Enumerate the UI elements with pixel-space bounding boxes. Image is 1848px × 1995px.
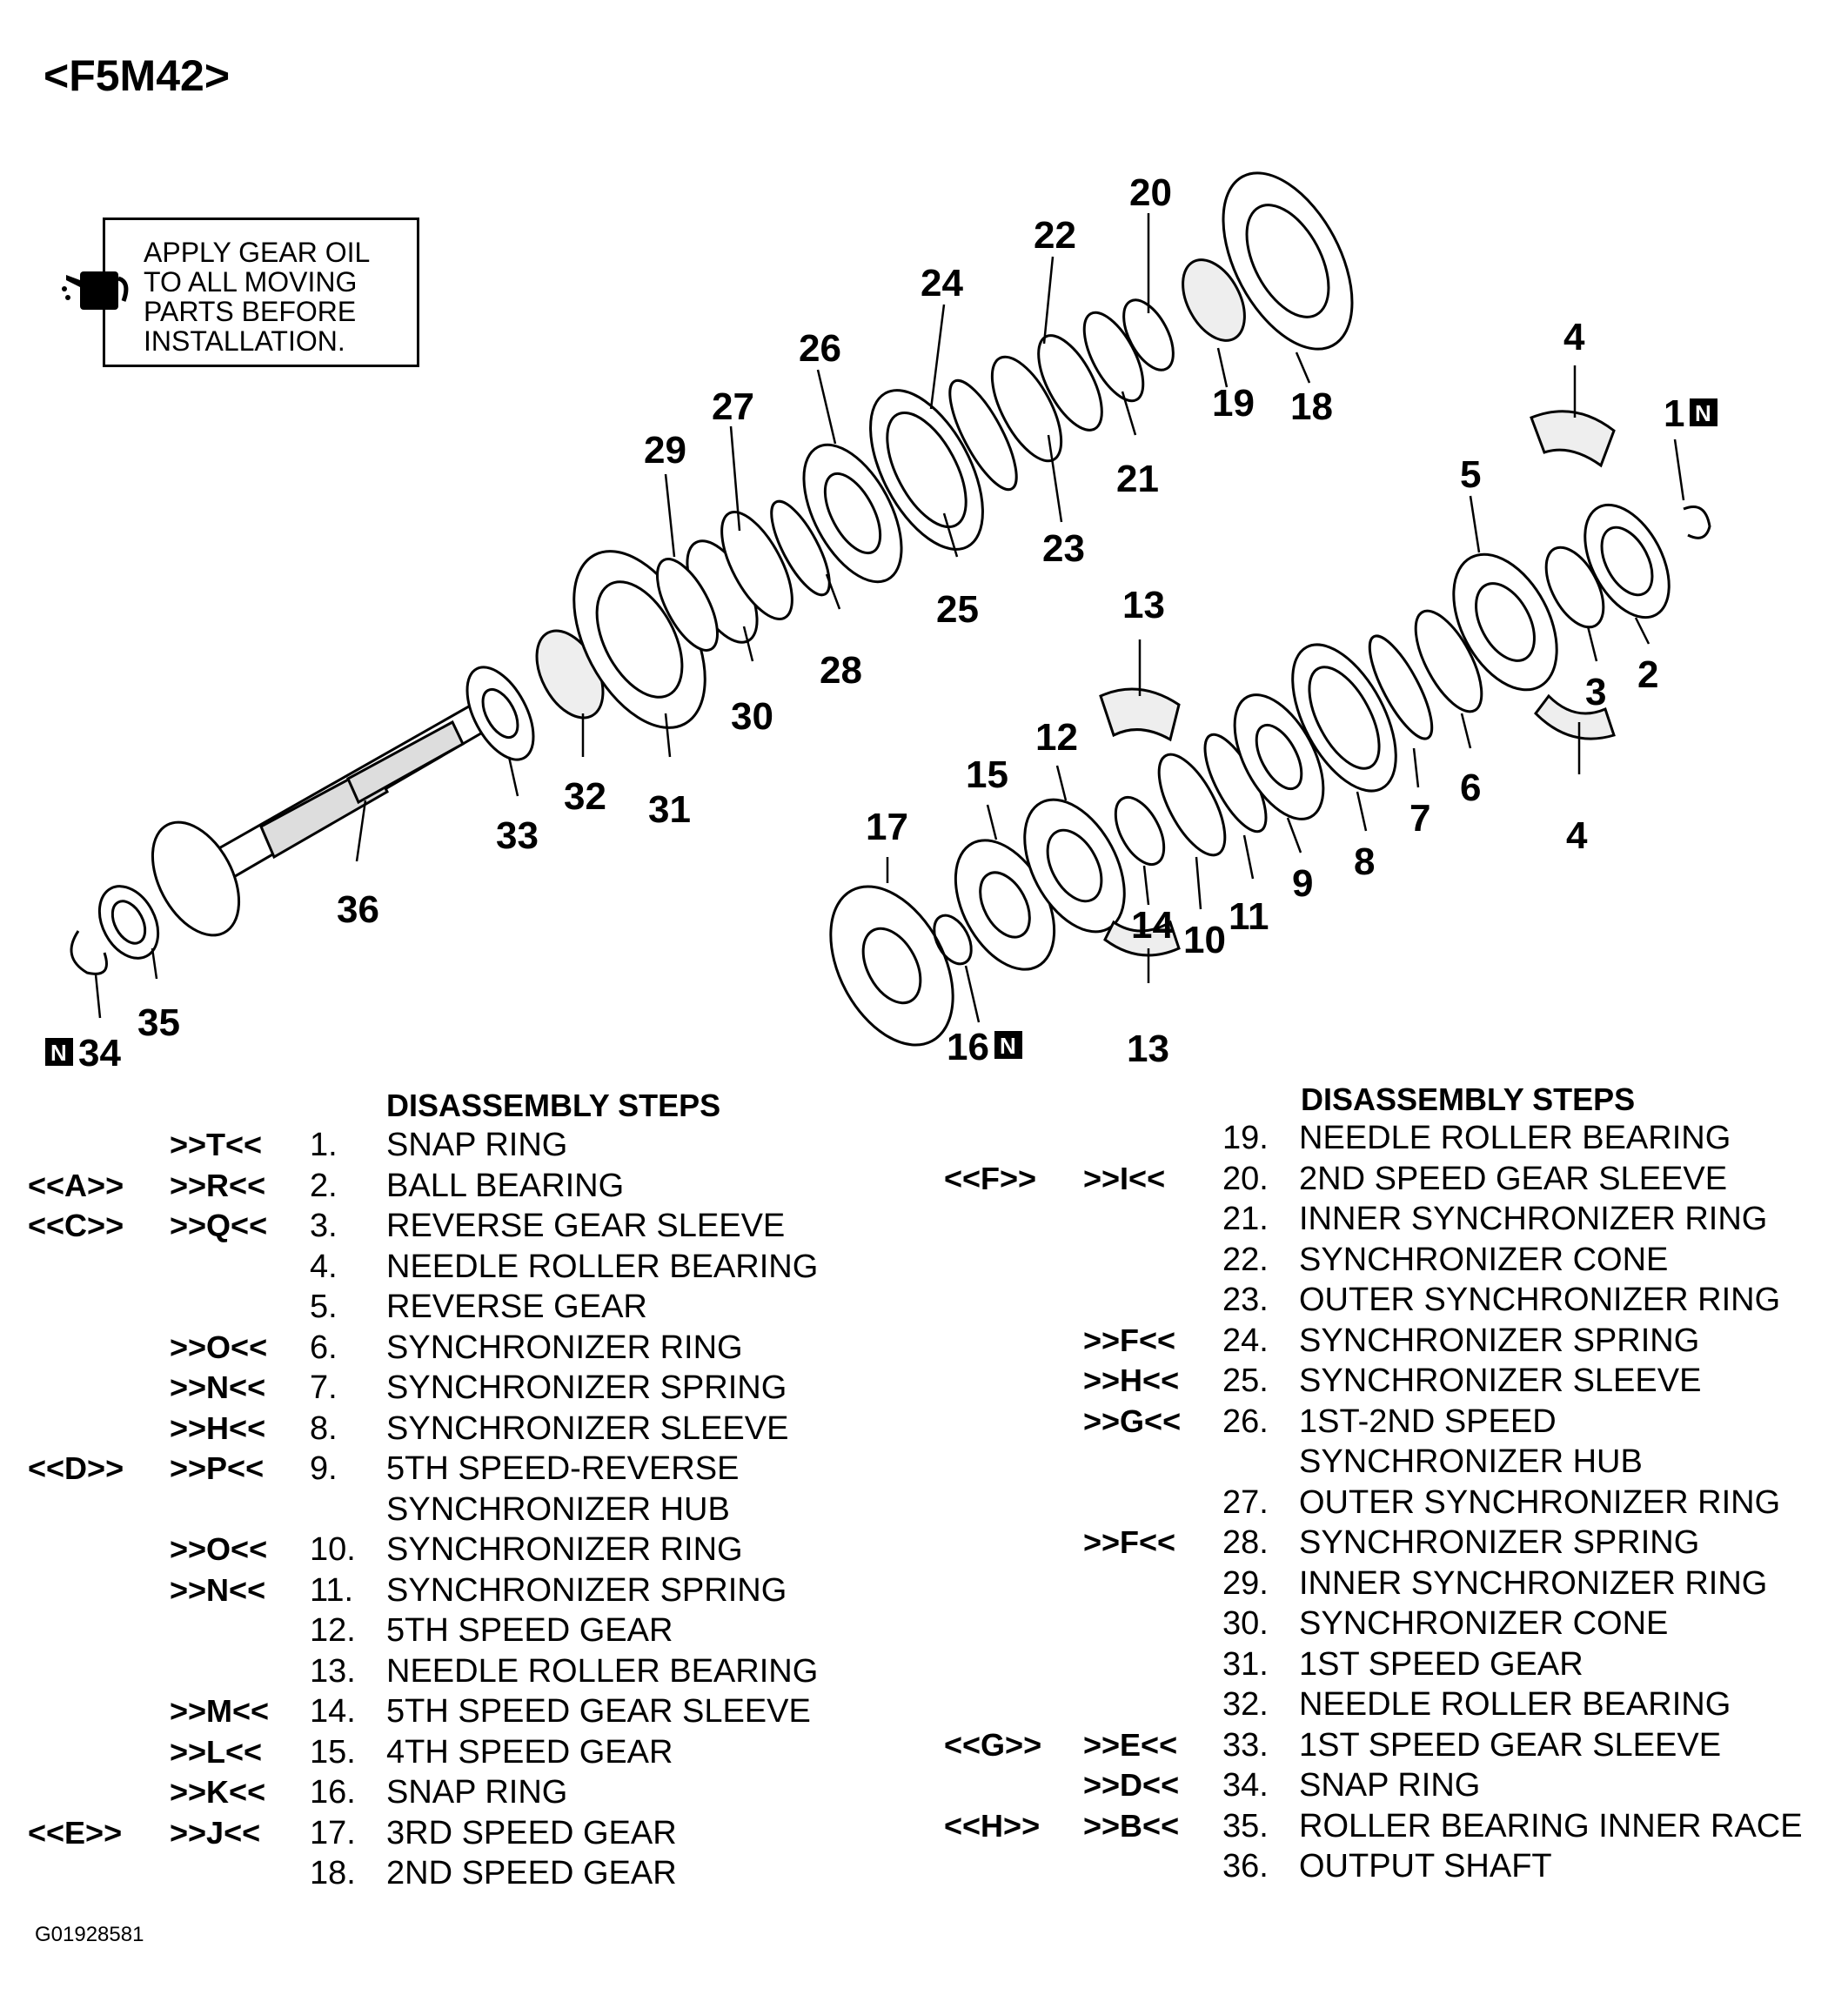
step-number: 14. — [310, 1693, 356, 1730]
part-name: INNER SYNCHRONIZER RING — [1299, 1564, 1768, 1602]
step-row — [0, 1361, 1848, 1401]
step-number: 15. — [310, 1733, 356, 1771]
step-row — [0, 1523, 1848, 1563]
part-name: REVERSE GEAR SLEEVE — [386, 1208, 786, 1244]
figure-code: G01928581 — [35, 1923, 144, 1946]
callout-35: 35 — [137, 1001, 180, 1044]
step-number: 36. — [1222, 1848, 1269, 1885]
part-name: NEEDLE ROLLER BEARING — [1299, 1120, 1731, 1156]
step-row — [0, 1483, 1848, 1523]
step-row — [0, 1765, 1848, 1805]
callout-34: 34 — [78, 1032, 121, 1074]
installation-mark: >>I<< — [1083, 1160, 1166, 1196]
callout-13a: 13 — [1122, 584, 1165, 626]
step-number: 33. — [1222, 1726, 1269, 1764]
step-row — [0, 1603, 1848, 1644]
part-name: SYNCHRONIZER RING — [386, 1329, 743, 1366]
installation-mark: >>K<< — [170, 1774, 266, 1810]
callout-4a: 4 — [1563, 316, 1585, 358]
note-line: APPLY GEAR OIL — [144, 237, 371, 268]
step-number: 12. — [310, 1612, 356, 1649]
callout-16: 16 — [947, 1026, 989, 1068]
installation-mark: >>R<< — [170, 1167, 266, 1203]
needle-bearing-13a — [1101, 689, 1179, 740]
step-row — [0, 1644, 1848, 1684]
installation-mark: >>T<< — [170, 1127, 263, 1162]
installation-mark: >>M<< — [170, 1693, 270, 1729]
part-name: SYNCHRONIZER SPRING — [386, 1571, 787, 1609]
step-number: 22. — [1222, 1241, 1269, 1278]
step-row — [0, 1846, 1848, 1886]
step-number: 29. — [1222, 1564, 1269, 1602]
step-number: 9. — [310, 1450, 338, 1487]
snap-ring-1 — [1684, 507, 1710, 539]
part-name: 1ST-2ND SPEED — [1299, 1403, 1557, 1440]
step-number: 5. — [310, 1289, 338, 1325]
step-number: 17. — [310, 1814, 356, 1851]
part-name: 4TH SPEED GEAR — [386, 1733, 673, 1771]
installation-mark: >>H<< — [170, 1409, 266, 1446]
installation-mark: >>P<< — [170, 1450, 264, 1486]
step-number: 19. — [1222, 1120, 1269, 1156]
installation-mark: >>H<< — [1083, 1362, 1180, 1398]
callout-20: 20 — [1129, 171, 1172, 214]
part-name: INNER SYNCHRONIZER RING — [1299, 1201, 1768, 1237]
callout-25: 25 — [936, 588, 979, 631]
step-row — [0, 1684, 1848, 1724]
callout-15: 15 — [966, 753, 1008, 796]
callout-6: 6 — [1460, 767, 1482, 809]
step-number: 10. — [310, 1531, 356, 1568]
part-name: SYNCHRONIZER HUB — [1299, 1443, 1643, 1480]
step-number: 25. — [1222, 1362, 1269, 1399]
step-number: 11. — [310, 1571, 354, 1609]
installation-mark: >>G<< — [1083, 1403, 1182, 1439]
step-number: 32. — [1222, 1686, 1269, 1723]
step-number: 30. — [1222, 1605, 1269, 1642]
note-line: INSTALLATION. — [144, 325, 345, 357]
part-name: NEEDLE ROLLER BEARING — [1299, 1686, 1731, 1723]
callout-27: 27 — [712, 385, 754, 428]
step-number: 23. — [1222, 1282, 1269, 1318]
part-name: 2ND SPEED GEAR — [386, 1855, 677, 1891]
step-row — [0, 1725, 1848, 1765]
callout-11: 11 — [1229, 895, 1269, 938]
callout-28: 28 — [820, 649, 862, 692]
shaft-spline — [348, 722, 463, 802]
step-number: 31. — [1222, 1645, 1269, 1683]
step-number: 13. — [310, 1652, 356, 1690]
part-name: BALL BEARING — [386, 1167, 625, 1204]
callout-24: 24 — [921, 262, 963, 305]
callout-30: 30 — [731, 695, 773, 738]
step-number: 8. — [310, 1409, 338, 1447]
step-number: 35. — [1222, 1807, 1269, 1844]
steps-heading-right: DISASSEMBLY STEPS — [1301, 1081, 1636, 1117]
callout-2: 2 — [1637, 653, 1659, 696]
installation-mark: >>B<< — [1083, 1807, 1180, 1844]
step-number: 26. — [1222, 1403, 1269, 1440]
callout-22: 22 — [1034, 214, 1076, 257]
part-name: SYNCHRONIZER SLEEVE — [1299, 1362, 1702, 1399]
callout-4b: 4 — [1566, 814, 1588, 857]
step-row — [0, 1118, 1848, 1158]
installation-mark: >>J<< — [170, 1814, 261, 1851]
callout-10: 10 — [1183, 919, 1226, 961]
step-row — [0, 1199, 1848, 1239]
needle-bearing-4a — [1531, 412, 1614, 465]
part-name: 1ST SPEED GEAR SLEEVE — [1299, 1726, 1722, 1764]
step-number: 24. — [1222, 1322, 1269, 1359]
callout-19: 19 — [1212, 382, 1255, 425]
callout-5: 5 — [1460, 453, 1482, 496]
step-row — [0, 1280, 1848, 1320]
part-name: REVERSE GEAR — [386, 1289, 647, 1325]
callout-1: 1 — [1664, 392, 1685, 435]
step-number: 28. — [1222, 1524, 1269, 1561]
part-name: 1ST SPEED GEAR — [1299, 1645, 1584, 1683]
installation-mark: >>F<< — [1083, 1524, 1176, 1560]
step-row — [0, 1240, 1848, 1280]
part-name: SYNCHRONIZER SPRING — [1299, 1524, 1700, 1561]
removal-mark: <<G>> — [944, 1726, 1042, 1763]
installation-mark: >>E<< — [1083, 1726, 1178, 1763]
step-number: 34. — [1222, 1767, 1269, 1804]
part-name: SYNCHRONIZER CONE — [1299, 1241, 1669, 1278]
part-name: 3RD SPEED GEAR — [386, 1814, 677, 1851]
callout-23: 23 — [1042, 527, 1085, 570]
part-name: SYNCHRONIZER RING — [386, 1531, 743, 1568]
step-number: 1. — [310, 1127, 338, 1163]
callout-18: 18 — [1290, 385, 1333, 428]
n-badge-34-letter: N — [50, 1040, 67, 1066]
model-title: <F5M42> — [44, 51, 231, 100]
part-name: OUTPUT SHAFT — [1299, 1848, 1552, 1885]
step-row — [0, 1806, 1848, 1846]
installation-mark: >>L<< — [170, 1733, 263, 1770]
part-name: SNAP RING — [1299, 1767, 1481, 1804]
part-name: SNAP RING — [386, 1774, 568, 1811]
removal-mark: <<D>> — [28, 1450, 124, 1486]
part-name: ROLLER BEARING INNER RACE — [1299, 1807, 1803, 1844]
n-badge-1-letter: N — [1695, 400, 1711, 426]
part-name: OUTER SYNCHRONIZER RING — [1299, 1282, 1781, 1318]
installation-mark: >>O<< — [170, 1531, 268, 1567]
step-number: 16. — [310, 1774, 356, 1811]
removal-mark: <<H>> — [944, 1807, 1041, 1844]
part-name: NEEDLE ROLLER BEARING — [386, 1248, 819, 1285]
step-row — [0, 1402, 1848, 1442]
step-row — [0, 1321, 1848, 1361]
step-number: 21. — [1222, 1201, 1269, 1237]
note-line: TO ALL MOVING — [144, 266, 358, 298]
step-number: 7. — [310, 1369, 338, 1406]
part-name: 5TH SPEED GEAR SLEEVE — [386, 1693, 811, 1730]
installation-mark: >>N<< — [170, 1369, 266, 1405]
n-badge-16-letter: N — [1000, 1033, 1016, 1059]
step-number: 4. — [310, 1248, 338, 1285]
part-name: SYNCHRONIZER SPRING — [386, 1369, 787, 1406]
step-row — [0, 1563, 1848, 1603]
callout-13b: 13 — [1127, 1028, 1169, 1070]
part-name: OUTER SYNCHRONIZER RING — [1299, 1483, 1781, 1521]
callout-36: 36 — [337, 888, 379, 931]
part-name: SYNCHRONIZER SLEEVE — [386, 1409, 789, 1447]
installation-mark: >>O<< — [170, 1329, 268, 1365]
snap-ring-34 — [71, 931, 107, 974]
callout-12: 12 — [1035, 716, 1078, 759]
step-row — [0, 1442, 1848, 1482]
callout-33: 33 — [496, 814, 539, 857]
part-name: SYNCHRONIZER HUB — [386, 1490, 730, 1528]
part-name: 2ND SPEED GEAR SLEEVE — [1299, 1160, 1728, 1197]
step-number: 27. — [1222, 1483, 1269, 1521]
removal-mark: <<A>> — [28, 1167, 124, 1203]
removal-mark: <<E>> — [28, 1814, 123, 1851]
step-number: 18. — [310, 1855, 356, 1891]
note-line: PARTS BEFORE — [144, 296, 357, 327]
callout-32: 32 — [564, 775, 606, 818]
removal-mark: <<C>> — [28, 1208, 124, 1243]
callout-3: 3 — [1585, 671, 1607, 713]
callout-21: 21 — [1116, 458, 1159, 500]
step-number: 20. — [1222, 1160, 1269, 1197]
step-row — [0, 1159, 1848, 1199]
part-name: SNAP RING — [386, 1127, 568, 1163]
callout-26: 26 — [799, 327, 841, 370]
callout-9: 9 — [1292, 862, 1314, 905]
installation-mark: >>F<< — [1083, 1322, 1176, 1358]
installation-mark: >>Q<< — [170, 1208, 268, 1243]
callout-17: 17 — [866, 806, 908, 848]
step-number: 6. — [310, 1329, 338, 1366]
part-name: SYNCHRONIZER CONE — [1299, 1605, 1669, 1642]
steps-heading-left: DISASSEMBLY STEPS — [386, 1088, 721, 1123]
part-name: NEEDLE ROLLER BEARING — [386, 1652, 819, 1690]
removal-mark: <<F>> — [944, 1160, 1037, 1196]
installation-mark: >>N<< — [170, 1571, 266, 1608]
callout-14: 14 — [1131, 904, 1174, 947]
callout-29: 29 — [644, 429, 686, 472]
callout-8: 8 — [1354, 840, 1376, 883]
part-name: SYNCHRONIZER SPRING — [1299, 1322, 1700, 1359]
callout-7: 7 — [1409, 797, 1431, 840]
part-name: 5TH SPEED-REVERSE — [386, 1450, 740, 1487]
step-number: 3. — [310, 1208, 338, 1244]
part-name: 5TH SPEED GEAR — [386, 1612, 673, 1649]
installation-mark: >>D<< — [1083, 1767, 1180, 1803]
callout-31: 31 — [648, 788, 691, 831]
step-number: 2. — [310, 1167, 338, 1204]
